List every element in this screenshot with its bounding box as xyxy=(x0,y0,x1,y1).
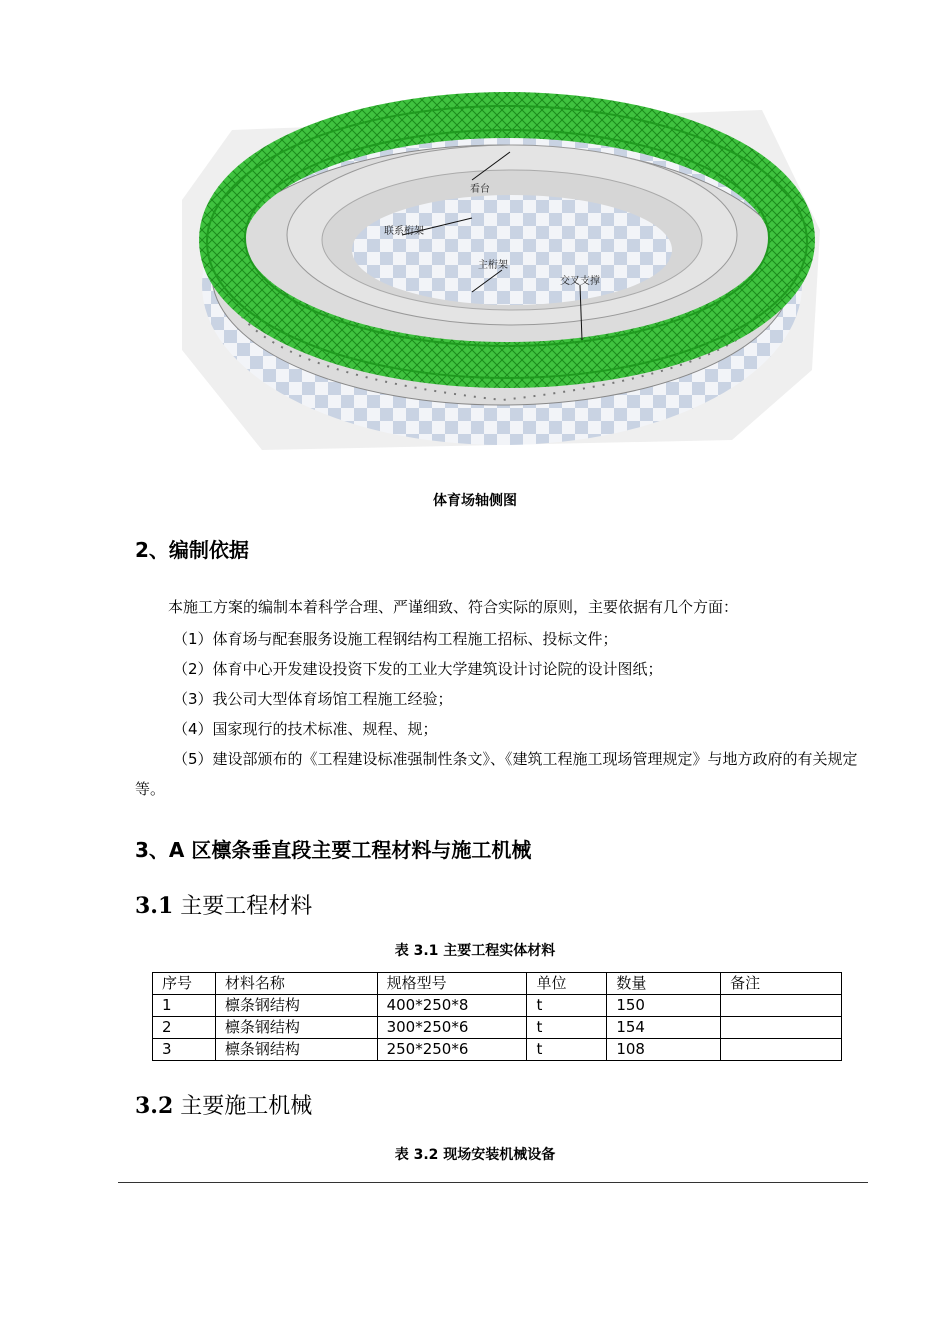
table-row xyxy=(153,1017,842,1039)
table-header-row xyxy=(153,973,842,995)
table-cell: 150 xyxy=(607,995,721,1017)
table-cell xyxy=(721,1017,842,1039)
section2-heading: 2、编制依据 xyxy=(135,538,249,562)
figure-caption: 体育场轴侧图 xyxy=(433,493,517,509)
materials-table xyxy=(152,972,842,1061)
subsection-3-1-heading xyxy=(135,889,312,920)
list-item: （2）体育中心开发建设投资下发的工业大学建筑设计讨论院的设计图纸； xyxy=(173,660,663,678)
subsection-3-2-heading xyxy=(135,1089,312,1120)
table-row xyxy=(153,995,842,1017)
table-cell: t xyxy=(527,1039,607,1061)
table-cell: 250*250*6 xyxy=(377,1039,527,1061)
field xyxy=(352,195,672,305)
section2-intro: 本施工方案的编制本着科学合理、严谨细致、符合实际的原则，主要依据有几个方面： xyxy=(168,598,739,616)
table-cell: t xyxy=(527,995,607,1017)
table-cell: 3 xyxy=(153,1039,216,1061)
table-cell: t xyxy=(527,1017,607,1039)
subsection-title: 主要施工机械 xyxy=(180,1094,313,1119)
table1-caption: 表 3.1 主要工程实体材料 xyxy=(394,943,556,959)
list-item: （3）我公司大型体育场馆工程施工经验； xyxy=(173,690,453,708)
list-item: （1）体育场与配套服务设施工程钢结构工程施工招标、投标文件； xyxy=(173,630,618,648)
table-cell: 檩条钢结构 xyxy=(215,1039,377,1061)
footer-rule xyxy=(118,1182,868,1183)
table-cell: 檩条钢结构 xyxy=(215,995,377,1017)
table-cell: 300*250*6 xyxy=(377,1017,527,1039)
label-link-truss: 联系桁架 xyxy=(384,226,424,237)
subsection-title: 主要工程材料 xyxy=(180,894,313,919)
table-row xyxy=(153,1039,842,1061)
table-cell: 2 xyxy=(153,1017,216,1039)
table-header-cell: 规格型号 xyxy=(377,973,527,995)
table2-caption: 表 3.2 现场安装机械设备 xyxy=(394,1147,556,1163)
list-item: （4）国家现行的技术标准、规程、规； xyxy=(173,720,438,738)
table-cell: 檩条钢结构 xyxy=(215,1017,377,1039)
subsection-number: 3.2 xyxy=(135,1093,174,1119)
subsection-number: 3.1 xyxy=(135,893,174,919)
section3-heading: 3、A 区檩条垂直段主要工程材料与施工机械 xyxy=(135,838,532,862)
table-header-cell: 单位 xyxy=(527,973,607,995)
list-item: （5）建设部颁布的《工程建设标准强制性条文》、《建筑工程施工现场管理规定》与地方政府的有关规定等。 xyxy=(135,750,858,798)
label-stand: 看台 xyxy=(470,184,490,195)
table-header-cell: 数量 xyxy=(607,973,721,995)
table-cell xyxy=(721,1039,842,1061)
table-header-cell: 备注 xyxy=(721,973,842,995)
table-cell xyxy=(721,995,842,1017)
stadium-drawing xyxy=(172,70,822,455)
table-cell: 400*250*8 xyxy=(377,995,527,1017)
label-main-truss: 主桁架 xyxy=(478,260,508,271)
label-cross-brace: 交叉支撑 xyxy=(560,276,600,287)
table-header-cell: 序号 xyxy=(153,973,216,995)
table-cell: 154 xyxy=(607,1017,721,1039)
table-cell: 108 xyxy=(607,1039,721,1061)
stadium-axonometric-figure xyxy=(172,70,822,455)
table-header-cell: 材料名称 xyxy=(215,973,377,995)
basis-list xyxy=(135,624,865,804)
table-cell: 1 xyxy=(153,995,216,1017)
